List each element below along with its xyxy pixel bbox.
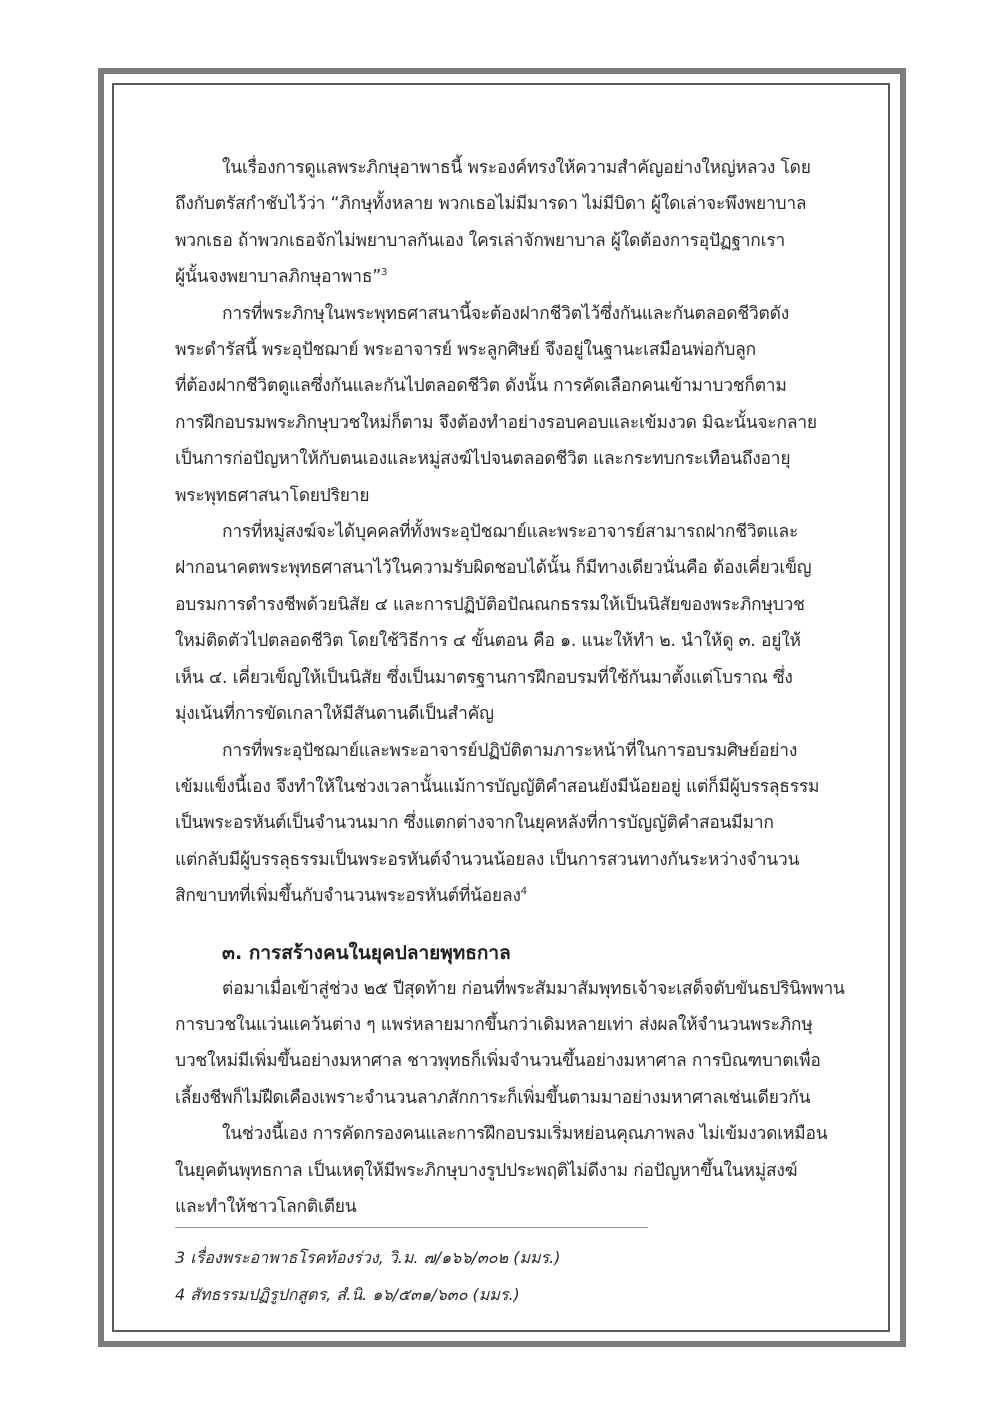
footnote-ref: 3: [381, 267, 388, 279]
section-paragraph-2: [175, 1116, 850, 1225]
text-line: การที่หมู่สงฆ์จะได้บุคคลที่ทั้งพระอุปัชฌาย์และพระอาจารย์สามารถฝากชีวิตและ: [222, 522, 799, 543]
text-line: แต่กลับมีผู้บรรลุธรรมเป็นพระอรหันต์จำนวนน้อยลง เป็นการสวนทางกันระหว่างจำนวน: [175, 849, 800, 870]
text-line: ในช่วงนี้เอง การคัดกรองคนและการฝึกอบรมเริ่มหย่อนคุณภาพลง ไม่เข้มงวดเหมือน: [222, 1124, 828, 1145]
text-line: เลี้ยงชีพก็ไม่ฝืดเคืองเพราะจำนวนลาภสักการะก็เพิ่มขึ้นตามมาอย่างมหาศาลเช่นเดียวกัน: [175, 1087, 811, 1108]
text-line: เป็นการก่อปัญหาให้กับตนเองและหมู่สงฆ์ไปจนตลอดชีวิต และกระทบกระเทือนถึงอายุ: [175, 449, 791, 470]
text-line: ฝากอนาคตพระพุทธศาสนาไว้ในความรับผิดชอบได้นั้น ก็มีทางเดียวนั่นคือ ต้องเคี่ยวเข็ญ: [175, 558, 812, 579]
text-line: การที่พระภิกษุในพระพุทธศาสนานี้จะต้องฝากชีวิตไว้ซึ่งกันและกันตลอดชีวิตดัง: [222, 303, 790, 324]
text-line-content: สิกขาบทที่เพิ่มขึ้นกับจำนวนพระอรหันต์ที่น้อยลง: [175, 886, 521, 907]
section-paragraph-1: [175, 971, 850, 1117]
text-line: อบรมการดำรงชีพด้วยนิสัย ๔ และการปฏิบัติอปัณณกธรรมให้เป็นนิสัยของพระภิกษุบวช: [175, 594, 805, 615]
page-body: [175, 150, 850, 1225]
text-line: ถึงกับตรัสกำชับไว้ว่า “ภิกษุทั้งหลาย พวกเธอไม่มีมารดา ไม่มีบิดา ผู้ใดเล่าจะพึงพยาบาล: [175, 194, 807, 215]
section-heading: ๓. การสร้างคนในยุคปลายพุทธกาล: [222, 941, 511, 964]
text-line: เป็นพระอรหันต์เป็นจำนวนมาก ซึ่งแตกต่างจากในยุคหลังที่การบัญญัติคำสอนมีมาก: [175, 813, 774, 834]
footnote-ref: 4: [520, 886, 527, 898]
text-line: พระพุทธศาสนาโดยปริยาย: [175, 485, 370, 506]
text-line: เห็น ๔. เคี่ยวเข็ญให้เป็นนิสัย ซึ่งเป็นมาตรฐานการฝึกอบรมที่ใช้กันมาตั้งแต่โบราณ ซึ่ง: [175, 667, 793, 688]
text-line: [175, 878, 850, 914]
text-line: ต่อมาเมื่อเข้าสู่ช่วง ๒๕ ปีสุดท้าย ก่อนที่พระสัมมาสัมพุทธเจ้าจะเสด็จดับขันธปรินิพพาน: [222, 978, 845, 999]
footnote-3: 3 เรื่องพระอาพาธโรคท้องร่วง, วิ.ม. ๗/๑๖๖/๓๐๒ (มมร.): [175, 1248, 561, 1267]
footnote-4: 4 สัทธรรมปฏิรูปกสูตร, สํ.นิ. ๑๖/๕๓๑/๖๓๐ (มมร.): [175, 1285, 520, 1304]
text-line: [175, 259, 850, 295]
text-line: ในยุคต้นพุทธกาล เป็นเหตุให้มีพระภิกษุบางรูปประพฤติไม่ดีงาม ก่อปัญหาขึ้นในหมู่สงฆ์: [175, 1160, 798, 1181]
text-line: ใหม่ติดตัวไปตลอดชีวิต โดยใช้วิธีการ ๔ ขั้นตอน คือ ๑. แนะให้ทำ ๒. นำให้ดู ๓. อยู่ให้: [175, 631, 801, 652]
text-line: มุ่งเน้นที่การขัดเกลาให้มีสันดานดีเป็นสำคัญ: [175, 704, 494, 725]
paragraph-1: [175, 150, 850, 296]
footnote-divider: [175, 1227, 648, 1228]
text-line: ในเรื่องการดูแลพระภิกษุอาพาธนี้ พระองค์ทรงให้ความสำคัญอย่างใหญ่หลวง โดย: [222, 158, 811, 178]
text-line: การบวชในแว่นแคว้นต่าง ๆ แพร่หลายมากขึ้นกว่าเดิมหลายเท่า ส่งผลให้จำนวนพระภิกษุ: [175, 1014, 813, 1035]
text-line-content: ผู้นั้นจงพยาบาลภิกษุอาพาธ”: [175, 267, 382, 288]
text-line: เข้มแข็งนี้เอง จึงทำให้ในช่วงเวลานั้นแม้การบัญญัติคำสอนยังมีน้อยอยู่ แต่ก็มีผู้บรรลุธรรม: [175, 776, 820, 797]
paragraph-2: [175, 296, 850, 514]
text-line: พระดำรัสนี้ พระอุปัชฌาย์ พระอาจารย์ พระลูกศิษย์ จึงอยู่ในฐานะเสมือนพ่อกับลูก: [175, 340, 756, 361]
text-line: และทำให้ชาวโลกติเตียน: [175, 1196, 357, 1217]
text-line: การฝึกอบรมพระภิกษุบวชใหม่ก็ตาม จึงต้องทำอย่างรอบคอบและเข้มงวด มิฉะนั้นจะกลาย: [175, 412, 817, 433]
text-line: การที่พระอุปัชฌาย์และพระอาจารย์ปฏิบัติตามภาระหน้าที่ในการอบรมศิษย์อย่าง: [222, 740, 798, 761]
text-line: ที่ต้องฝากชีวิตดูแลซึ่งกันและกันไปตลอดชีวิต ดังนั้น การคัดเลือกคนเข้ามาบวชก็ตาม: [175, 376, 787, 397]
paragraph-3: [175, 514, 850, 732]
paragraph-4: [175, 733, 850, 915]
text-line: บวชใหม่มีเพิ่มขึ้นอย่างมหาศาล ชาวพุทธก็เพิ่มจำนวนขึ้นอย่างมหาศาล การบิณฑบาตเพื่อ: [175, 1051, 821, 1072]
text-line: พวกเธอ ถ้าพวกเธอจักไม่พยาบาลกันเอง ใครเล่าจักพยาบาล ผู้ใดต้องการอุปัฏฐากเรา: [175, 230, 786, 251]
